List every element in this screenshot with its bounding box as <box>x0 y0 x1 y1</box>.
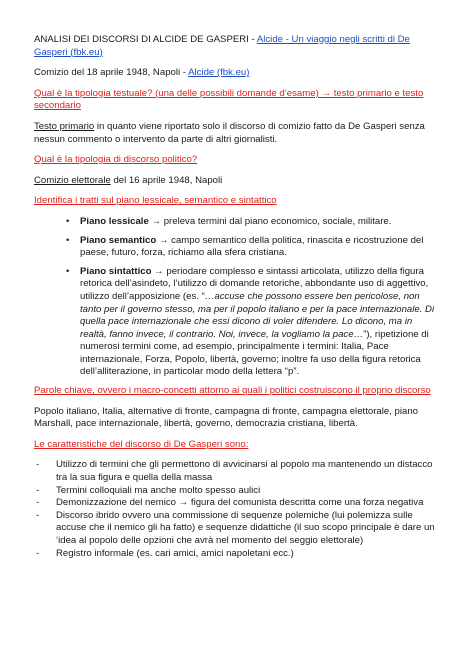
list-item <box>36 509 438 548</box>
answer-body: in quanto viene riportato solo il discorso di comizio fatto da De Gasperi senza nessun commento o intervento da parte di altri giornalisti. <box>34 120 425 145</box>
item-text: → campo semantico della politica, rinascita e ricostruzione del paese, futuro, forza, richiamo alla sfera cristiana. <box>80 234 424 259</box>
answer-term: Testo primario <box>34 120 95 132</box>
list-item <box>66 265 438 379</box>
question-keywords: Parole chiave, ovvero i macro-concetti attorno ai quali i politici costruiscono il proprio discorso <box>34 385 431 397</box>
item-text: ”), ripetizione di numerosi termini come, ad esempio, principalmente i termini: Italia, Pace internazionale, Forza, Popolo, libertà, governo; inoltre fa uso della figura retorica dell’alliterazione, in particolar modo della lettera “p”. <box>80 328 429 378</box>
bullet-icon: • <box>66 234 70 246</box>
item-quote: …accuse che possono essere ben pericolose, non tanto per il governo stesso, ma per il popolo italiano e per la pace internazionale. Di quella pace internazionale che essi dicono di voler difendere. Lo dicono, ma in realtà, fanno invece, il contrario. Noi, invece, la vogliamo la pace… <box>80 290 435 340</box>
answer-text-type <box>34 121 438 146</box>
question-text-type: Qual è la tipologia testuale? (una delle possibili domande d’esame) → testo primario e testo secondario <box>34 87 424 112</box>
question-features: Identifica i tratti sul piano lessicale, semantico e sintattico <box>34 195 277 207</box>
item-term: Piano sintattico <box>80 265 152 277</box>
answer-discourse-type <box>34 175 438 188</box>
dash-marker: - <box>36 509 40 521</box>
event-source-link[interactable]: Alcide (fbk.eu) <box>188 67 250 79</box>
list-item <box>36 484 438 498</box>
event-line <box>34 67 438 80</box>
list-item <box>66 234 438 260</box>
characteristics-list <box>34 459 438 560</box>
features-list <box>34 216 438 379</box>
item-text: Utilizzo di termini che gli permettono di avvicinarsi al popolo ma mantenendo un distacco tra la sua figura e quella della massa <box>56 459 433 484</box>
answer-keywords: Popolo italiano, Italia, alternative di fronte, campagna di fronte, campagna elettorale, piano Marshall, pace internazionale, libertà, governo, democrazia cristiana, libertà. <box>34 405 418 430</box>
bullet-icon: • <box>66 265 70 277</box>
list-item <box>36 459 438 484</box>
document-title <box>34 34 438 59</box>
dash-marker: - <box>36 497 40 509</box>
item-term: Piano semantico <box>80 234 157 246</box>
item-text: → periodare complesso e sintassi articolata, utilizzo della figura retorica dell’asindeto, l’utilizzo di domande retoriche, abbondante uso di aggettivo, utilizzo dell’apposizione (es. “ <box>80 265 429 302</box>
list-item <box>66 215 438 229</box>
dash-marker: - <box>36 547 40 559</box>
item-text: Demonizzazione del nemico → figura del comunista descritta come una forza negativa <box>56 497 424 509</box>
answer-term: Comizio elettorale <box>34 174 111 186</box>
item-text: Registro informale (es. cari amici, amici napoletani ecc.) <box>56 547 294 559</box>
item-text: Termini colloquiali ma anche molto spesso aulici <box>56 484 261 496</box>
item-text: Discorso ibrido ovvero una commissione di sequenze polemiche (lui polemizza sulle accuse che il nemico gli ha fatto) e sequenze didattiche (il suo scopo principale è dare un ‘idea al popolo delle opzioni che avrà nel momento del seggio elettorale) <box>56 509 435 546</box>
bullet-icon: • <box>66 215 70 227</box>
item-term: Piano lessicale <box>80 215 149 227</box>
title-text: ANALISI DEI DISCORSI DI ALCIDE DE GASPERI - <box>34 34 257 45</box>
dash-marker: - <box>36 459 40 471</box>
list-item <box>36 497 438 510</box>
item-text: → preleva termini dal piano economico, sociale, militare. <box>148 215 392 227</box>
event-text: Comizio del 18 aprile 1948, Napoli - <box>34 67 189 79</box>
list-item <box>36 547 438 561</box>
question-characteristics: Le caratteristiche del discorso di De Gasperi sono: <box>34 438 249 450</box>
answer-body: del 16 aprile 1948, Napoli <box>110 174 223 186</box>
title-source-link[interactable]: Alcide - Un viaggio negli scritti di De Gasperi (fbk.eu) <box>34 34 410 58</box>
dash-marker: - <box>36 484 40 496</box>
question-discourse-type: Qual è la tipologia di discorso politico? <box>34 154 198 166</box>
